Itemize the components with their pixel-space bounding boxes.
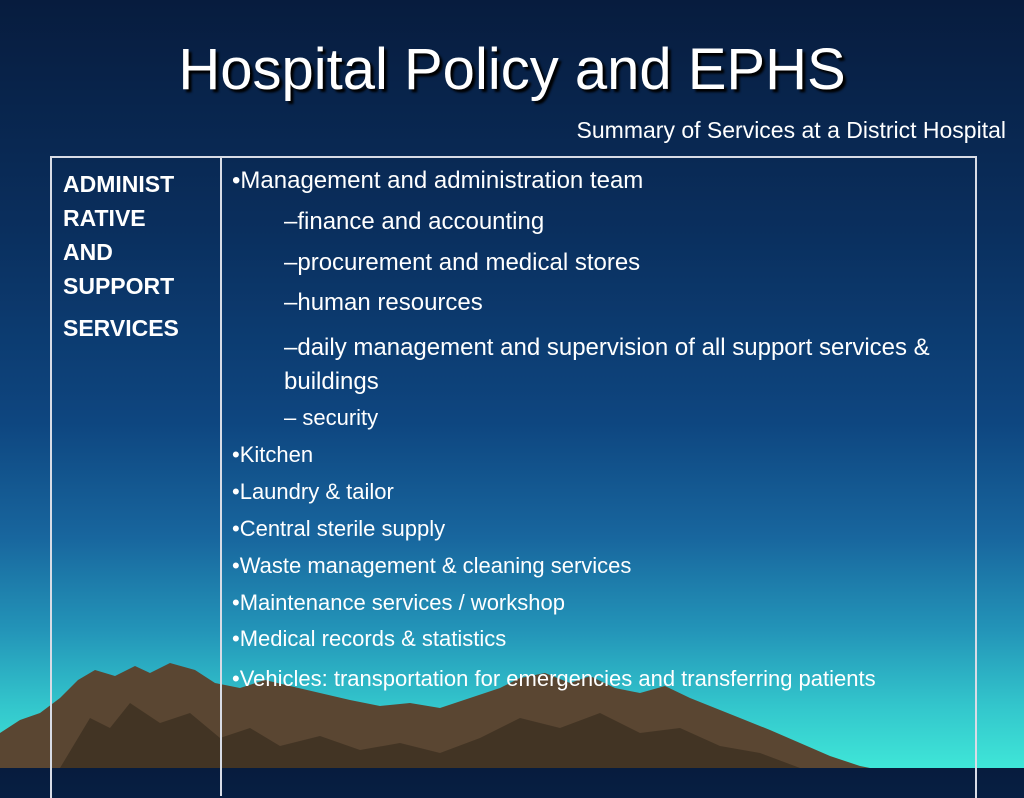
sub-item: –human resources: [284, 289, 483, 316]
category-line: ADMINIST: [63, 171, 175, 197]
list-item: •Vehicles: transportation for emergencies and transferring patients: [232, 666, 876, 691]
category-line: SUPPORT: [63, 273, 175, 299]
category-line: SERVICES: [63, 315, 179, 341]
list-item: •Laundry & tailor: [232, 479, 394, 504]
slide-title: Hospital Policy and EPHS: [178, 37, 846, 102]
list-item: •Central sterile supply: [232, 516, 446, 541]
sub-item: –daily management and supervision of all support services & buildings: [284, 334, 930, 395]
list-item: •Maintenance services / workshop: [232, 590, 565, 615]
table-column-divider: [220, 156, 222, 796]
sub-item: – security: [284, 405, 379, 430]
list-item: •Kitchen: [232, 442, 314, 467]
list-item: •Waste management & cleaning services: [232, 553, 632, 578]
slide-subtitle: Summary of Services at a District Hospital: [576, 117, 1006, 143]
list-item: •Medical records & statistics: [232, 626, 507, 651]
sub-item: –finance and accounting: [284, 208, 545, 235]
sub-item: –procurement and medical stores: [284, 249, 641, 276]
category-line: AND: [63, 239, 113, 265]
category-cell: [63, 167, 213, 345]
category-line: RATIVE: [63, 205, 146, 231]
list-item-management: •Management and administration team: [232, 167, 644, 194]
